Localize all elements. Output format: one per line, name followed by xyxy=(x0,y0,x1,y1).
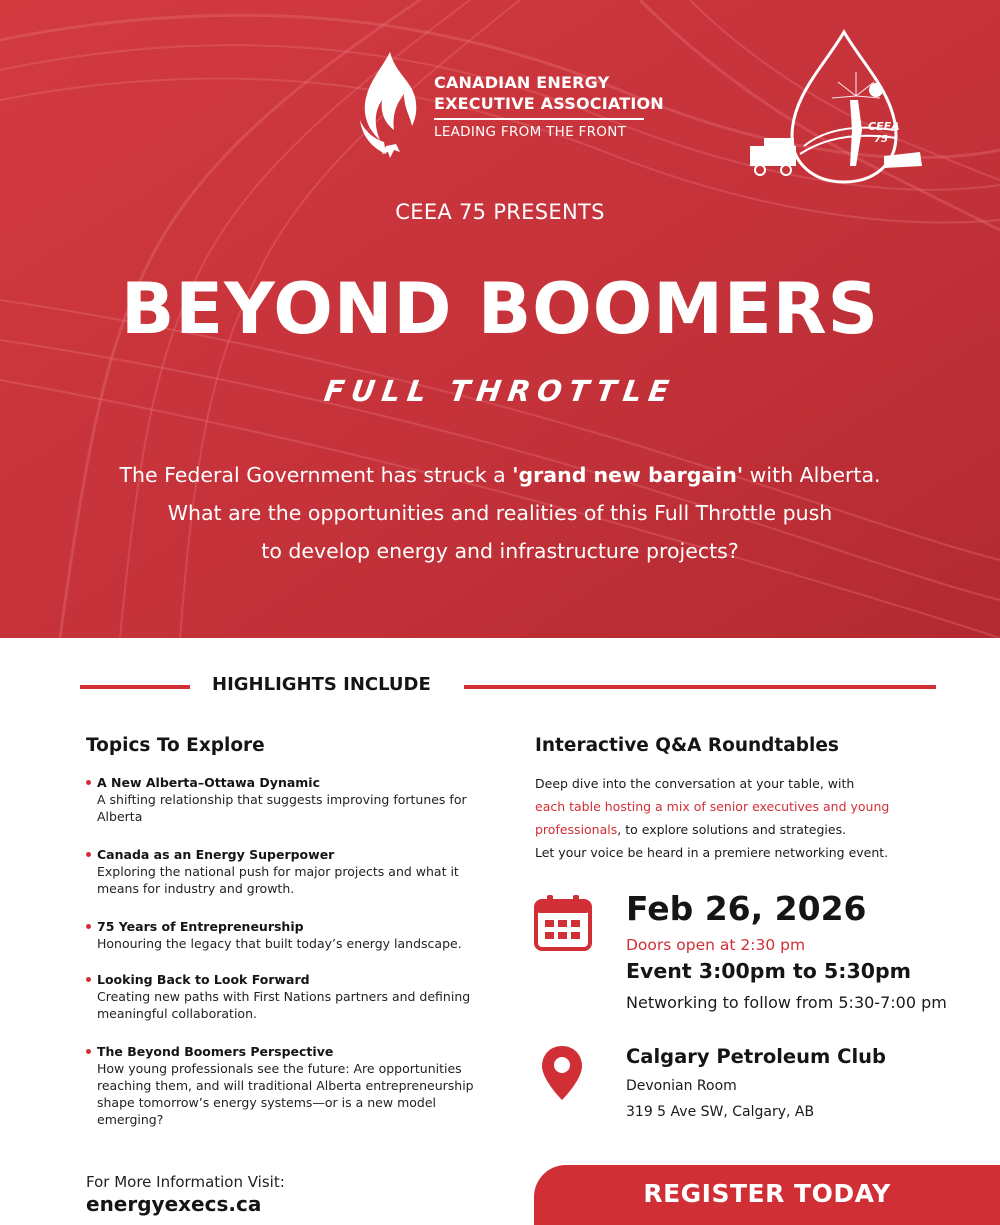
more-info-label: For More Information Visit: xyxy=(86,1173,285,1191)
event-title: BEYOND BOOMERS xyxy=(120,268,880,350)
ceea-75-badge-icon xyxy=(744,26,928,186)
topic-description: Honouring the legacy that built today’s energy landscape. xyxy=(97,936,462,951)
bullet-icon xyxy=(86,977,91,982)
networking-time: Networking to follow from 5:30-7:00 pm xyxy=(626,993,947,1012)
bullet-icon xyxy=(86,924,91,929)
qa-line3: Let your voice be heard in a premiere networking event. xyxy=(535,845,889,860)
topic-title: 75 Years of Entrepreneurship xyxy=(97,919,304,934)
topic-description: Exploring the national push for major projects and what it means for industry and growth. xyxy=(97,864,459,896)
badge-text-ceea: CEEA xyxy=(868,120,900,133)
topic-title: Canada as an Energy Superpower xyxy=(97,847,335,862)
topics-heading: Topics To Explore xyxy=(86,735,265,756)
brand-tagline: LEADING FROM THE FRONT xyxy=(434,124,627,140)
qa-description xyxy=(535,772,935,864)
event-subtitle: FULL THROTTLE xyxy=(322,374,678,408)
topic-item xyxy=(86,1043,486,1128)
topic-item xyxy=(86,971,486,1022)
association-name xyxy=(434,72,664,114)
intro-text-a: The Federal Government has struck a xyxy=(119,463,513,487)
event-date: Feb 26, 2026 xyxy=(626,889,867,928)
intro-line3: to develop energy and infrastructure projects? xyxy=(261,539,739,563)
association-name-line2: EXECUTIVE ASSOCIATION xyxy=(434,94,664,113)
topic-description: Creating new paths with First Nations partners and defining meaningful collaboration. xyxy=(97,989,471,1021)
qa-heading: Interactive Q&A Roundtables xyxy=(535,735,839,756)
qa-line1: Deep dive into the conversation at your table, with xyxy=(535,776,855,791)
highlights-rule-right xyxy=(464,685,936,689)
calendar-icon xyxy=(534,893,592,951)
topic-description: A shifting relationship that suggests improving fortunes for Alberta xyxy=(97,792,467,824)
badge-text-75: 75 xyxy=(874,134,888,145)
bullet-icon xyxy=(86,780,91,785)
intro-line2: What are the opportunities and realities of this Full Throttle push xyxy=(167,501,833,525)
presents-line: CEEA 75 PRESENTS xyxy=(395,200,605,224)
topic-title: A New Alberta–Ottawa Dynamic xyxy=(97,775,320,790)
event-time: Event 3:00pm to 5:30pm xyxy=(626,959,912,983)
bullet-icon xyxy=(86,852,91,857)
flame-maple-leaf-icon xyxy=(352,50,424,158)
topic-item xyxy=(86,774,486,825)
highlights-heading: HIGHLIGHTS INCLUDE xyxy=(212,674,431,695)
highlights-rule-left xyxy=(80,685,190,689)
topic-title: The Beyond Boomers Perspective xyxy=(97,1044,334,1059)
venue-room: Devonian Room xyxy=(626,1078,737,1094)
topic-item xyxy=(86,846,486,897)
intro-paragraph xyxy=(60,456,940,570)
intro-text-b: with Alberta. xyxy=(743,463,881,487)
location-pin-icon xyxy=(540,1044,584,1102)
brand-divider xyxy=(434,118,644,120)
venue-name: Calgary Petroleum Club xyxy=(626,1045,886,1068)
intro-bold: 'grand new bargain' xyxy=(512,463,744,487)
topic-title: Looking Back to Look Forward xyxy=(97,972,310,987)
doors-open-time: Doors open at 2:30 pm xyxy=(626,936,806,954)
topic-item xyxy=(86,918,486,952)
association-name-line1: CANADIAN ENERGY xyxy=(434,73,610,92)
bullet-icon xyxy=(86,1049,91,1054)
venue-address: 319 5 Ave SW, Calgary, AB xyxy=(626,1104,815,1120)
ceea-logo xyxy=(352,50,672,160)
topic-description: How young professionals see the future: Are opportunities reaching them, and will traditional Alberta entrepreneurship shape tomorrow’s energy systems—or is a new model emerging? xyxy=(97,1061,474,1127)
qa-highlight: each table hosting a mix of senior executives and young professionals xyxy=(535,799,890,837)
register-button[interactable]: REGISTER TODAY xyxy=(534,1165,1000,1225)
website-link[interactable]: energyexecs.ca xyxy=(86,1192,262,1216)
qa-line2: , to explore solutions and strategies. xyxy=(617,822,847,837)
